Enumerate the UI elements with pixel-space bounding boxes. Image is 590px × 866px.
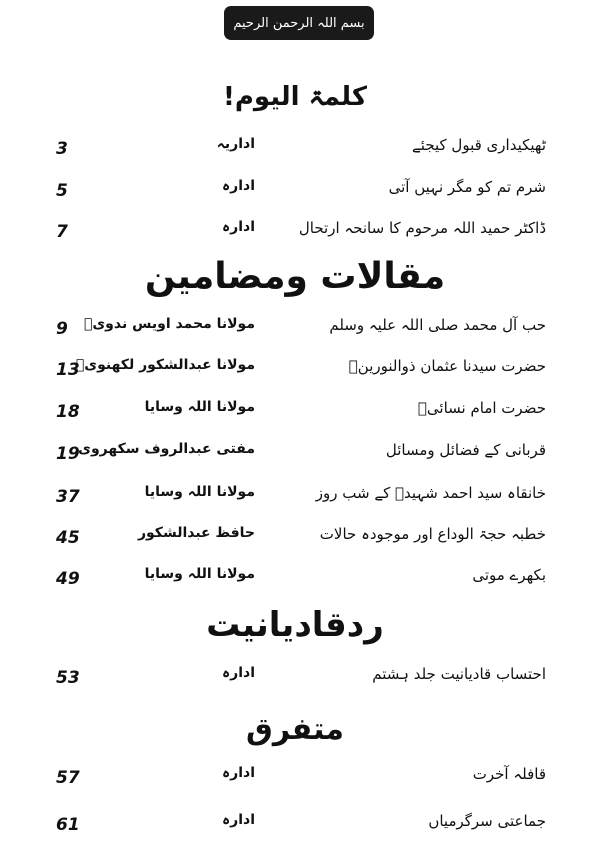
entry-author: مولانا عبدالشکور لکھنویؒ — [75, 357, 255, 373]
entry-author: مولانا اللہ وسایا — [144, 566, 255, 582]
entry-title: حضرت امام نسائیؒ — [417, 399, 546, 417]
section-heading-kalimat-al-yaum: کلمۃ الیوم! — [223, 82, 367, 112]
entry-page-number: 45 — [56, 528, 80, 548]
entry-author: مولانا محمد اویس ندویؒ — [83, 316, 255, 332]
entry-title: شرم تم کو مگر نہیں آتی — [388, 178, 546, 196]
entry-title: بکھرے موتی — [472, 566, 546, 584]
toc-entry[interactable] — [0, 566, 590, 596]
entry-author: مفتی عبدالروف سکھروی — [78, 441, 255, 457]
entry-title: ڈاکٹر حمید اللہ مرحوم کا سانحہ ارتحال — [298, 219, 546, 237]
entry-title: حب آل محمد صلی اللہ علیہ وسلم — [329, 316, 546, 334]
entry-page-number: 13 — [56, 360, 80, 380]
entry-title: جماعتی سرگرمیاں — [428, 812, 546, 830]
entry-author: ادارہ — [221, 812, 255, 828]
section-heading-maqalat: مقالات ومضامین — [144, 256, 446, 297]
entry-page-number: 3 — [56, 139, 68, 159]
entry-author: ادارہ — [221, 219, 255, 235]
entry-page-number: 7 — [56, 222, 68, 242]
toc-entry[interactable] — [0, 357, 590, 387]
entry-page-number: 19 — [56, 444, 80, 464]
toc-entry[interactable] — [0, 812, 590, 842]
entry-title: خطبہ حجۃ الوداع اور موجودہ حالات — [319, 525, 546, 543]
entry-title: ٹھیکیداری قبول کیجئے — [412, 136, 546, 154]
entry-author: ادارہ — [221, 178, 255, 194]
bismillah-banner — [224, 6, 374, 40]
entry-author: ادارہ — [221, 665, 255, 681]
entry-page-number: 9 — [56, 319, 68, 339]
toc-entry[interactable] — [0, 178, 590, 208]
section-heading-mutafarriq: متفرق — [246, 712, 344, 747]
toc-entry[interactable] — [0, 316, 590, 346]
toc-entry[interactable] — [0, 136, 590, 166]
bismillah-text: بسم اللہ الرحمن الرحیم — [233, 15, 365, 31]
entry-page-number: 18 — [56, 402, 80, 422]
toc-entry[interactable] — [0, 525, 590, 555]
section-heading-radd-e-qadianiat: ردقادیانیت — [206, 605, 384, 645]
entry-page-number: 61 — [56, 815, 80, 835]
entry-title: قافلہ آخرت — [472, 765, 546, 783]
entry-title: قربانی کے فضائل ومسائل — [385, 441, 546, 459]
entry-page-number: 57 — [56, 768, 80, 788]
entry-title: احتساب قادیانیت جلد ہشتم — [372, 665, 546, 683]
toc-entry[interactable] — [0, 665, 590, 695]
entry-title: خانقاہ سید احمد شہیدؒ کے شب روز — [315, 484, 546, 502]
toc-entry[interactable] — [0, 484, 590, 514]
entry-title: حضرت سیدنا عثمان ذوالنورینؓ — [348, 357, 546, 375]
entry-page-number: 37 — [56, 487, 80, 507]
toc-entry[interactable] — [0, 765, 590, 795]
entry-author: اداریہ — [216, 136, 255, 152]
entry-page-number: 49 — [56, 569, 80, 589]
entry-page-number: 5 — [56, 181, 68, 201]
entry-author: حافظ عبدالشکور — [137, 525, 255, 541]
toc-entry[interactable] — [0, 441, 590, 471]
entry-author: مولانا اللہ وسایا — [144, 484, 255, 500]
entry-author: مولانا اللہ وسایا — [144, 399, 255, 415]
toc-entry[interactable] — [0, 219, 590, 249]
entry-author: ادارہ — [221, 765, 255, 781]
entry-page-number: 53 — [56, 668, 80, 688]
toc-entry[interactable] — [0, 399, 590, 429]
